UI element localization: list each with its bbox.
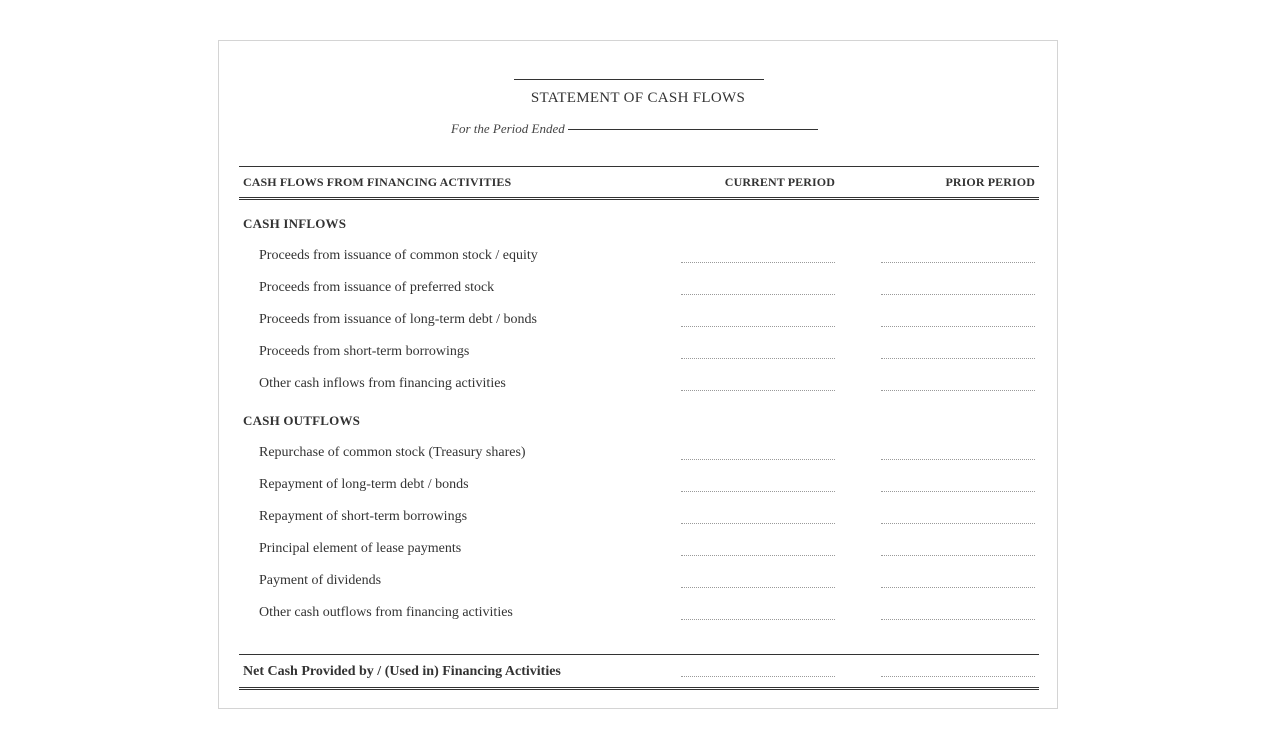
line-item-label: Repayment of long-term debt / bonds xyxy=(259,477,469,492)
table-row xyxy=(239,280,1039,312)
prior-period-amount[interactable] xyxy=(881,523,1035,524)
line-item-label: Principal element of lease payments xyxy=(259,541,462,556)
prior-period-amount[interactable] xyxy=(881,459,1035,460)
header-current-period: CURRENT PERIOD xyxy=(724,175,835,189)
line-item-label: Payment of dividends xyxy=(259,573,382,588)
line-item-label: Proceeds from issuance of common stock / equity xyxy=(259,248,538,263)
prior-period-amount[interactable] xyxy=(881,262,1035,263)
prior-period-amount[interactable] xyxy=(881,294,1035,295)
prior-period-amount[interactable] xyxy=(881,619,1035,620)
company-name-blank-line xyxy=(514,79,764,80)
table-row xyxy=(239,605,1039,637)
table-row xyxy=(239,344,1039,376)
prior-period-amount[interactable] xyxy=(881,358,1035,359)
prior-period-amount[interactable] xyxy=(881,491,1035,492)
table-row xyxy=(239,509,1039,541)
table-row xyxy=(239,445,1039,477)
line-item-label: Other cash outflows from financing activities xyxy=(259,605,513,620)
period-ended-field xyxy=(451,119,818,139)
prior-period-amount[interactable] xyxy=(881,555,1035,556)
line-item-label: Other cash inflows from financing activities xyxy=(259,376,506,391)
section-cash-outflows: CASH OUTFLOWS xyxy=(243,413,361,428)
table-row xyxy=(239,477,1039,509)
table-row xyxy=(239,376,1039,408)
net-cash-current-period-amount[interactable] xyxy=(681,676,835,677)
current-period-amount[interactable] xyxy=(681,555,835,556)
line-item-label: Repurchase of common stock (Treasury shares) xyxy=(259,445,526,460)
table-header-row xyxy=(239,166,1039,200)
period-ended-blank-line xyxy=(568,129,818,130)
current-period-amount[interactable] xyxy=(681,358,835,359)
header-financing-activities: CASH FLOWS FROM FINANCING ACTIVITIES xyxy=(243,175,512,189)
prior-period-amount[interactable] xyxy=(881,390,1035,391)
period-ended-label: For the Period Ended xyxy=(451,121,565,136)
current-period-amount[interactable] xyxy=(681,262,835,263)
table-row xyxy=(239,248,1039,280)
current-period-amount[interactable] xyxy=(681,459,835,460)
prior-period-amount[interactable] xyxy=(881,326,1035,327)
section-cash-inflows: CASH INFLOWS xyxy=(243,216,347,231)
line-item-label: Proceeds from issuance of preferred stock xyxy=(259,280,495,295)
current-period-amount[interactable] xyxy=(681,491,835,492)
current-period-amount[interactable] xyxy=(681,294,835,295)
net-cash-financing-label: Net Cash Provided by / (Used in) Financing Activities xyxy=(243,664,561,679)
current-period-amount[interactable] xyxy=(681,587,835,588)
current-period-amount[interactable] xyxy=(681,523,835,524)
net-cash-total-row xyxy=(239,654,1039,690)
header-prior-period: PRIOR PERIOD xyxy=(945,175,1035,189)
line-item-label: Proceeds from short-term borrowings xyxy=(259,344,470,359)
statement-title: STATEMENT OF CASH FLOWS xyxy=(530,90,746,106)
prior-period-amount[interactable] xyxy=(881,587,1035,588)
line-item-label: Proceeds from issuance of long-term debt / bonds xyxy=(259,312,537,327)
net-cash-prior-period-amount[interactable] xyxy=(881,676,1035,677)
cash-flow-statement-sheet xyxy=(218,40,1058,709)
line-item-label: Repayment of short-term borrowings xyxy=(259,509,468,524)
table-row xyxy=(239,312,1039,344)
table-row xyxy=(239,541,1039,573)
current-period-amount[interactable] xyxy=(681,619,835,620)
current-period-amount[interactable] xyxy=(681,326,835,327)
current-period-amount[interactable] xyxy=(681,390,835,391)
table-row xyxy=(239,573,1039,605)
